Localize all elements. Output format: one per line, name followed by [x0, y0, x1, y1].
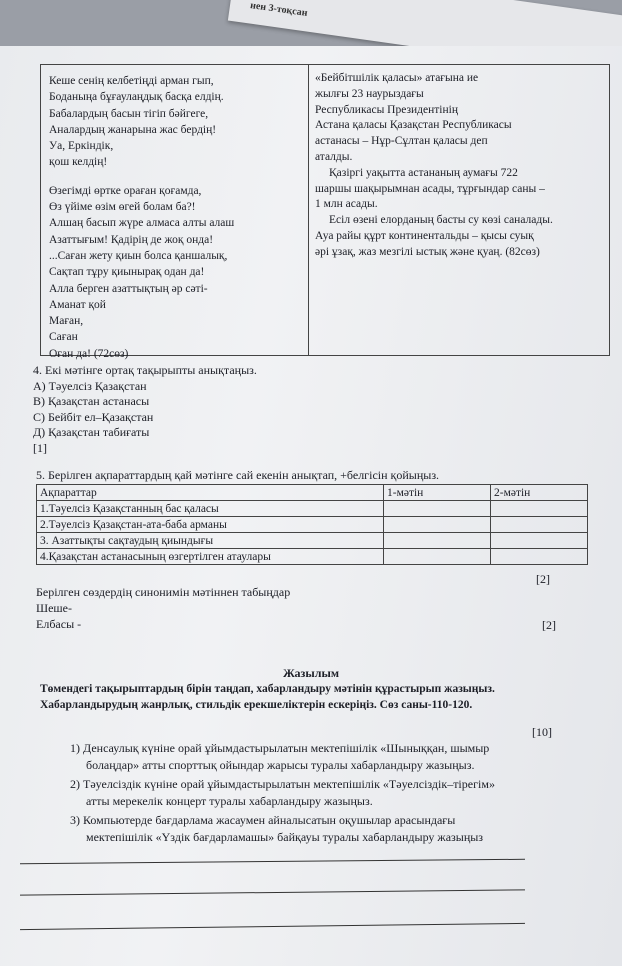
prose-text [315, 71, 605, 261]
writing-task-1: 1) Денсаулық күніне орай ұйымдастырылатын мектепішілік «Шыныққан, шымыр болаңдар» атты спорттық ойындар жарысы туралы хабарландыру жазыңыз. [70, 741, 490, 772]
table-cell: 1.Тәуелсіз Қазақстанның бас қаласы [37, 501, 384, 517]
poem-line: Өз үйіме өзім өгей болам ба?! [49, 201, 196, 214]
poem-line: ...Саған жету қиын болса қаншалық, [49, 249, 228, 262]
poem-line: Оған да! (72сөз) [49, 347, 129, 360]
table-header: 1-мәтін [384, 485, 491, 501]
poem-line: Боданыңа бұғаулаңдық басқа елдің. [49, 91, 224, 104]
question-4 [33, 363, 257, 456]
table-header: 2-мәтін [491, 485, 588, 501]
prose-line: аталды. [315, 150, 353, 163]
prose-line: әрі ұзақ, жаз мезгілі ыстық және қуаң. (82сөз) [315, 245, 540, 258]
poem-line: Алшаң басып жүре алмаса алты алаш [49, 217, 235, 230]
table-cell: 4.Қазақстан астанасының өзгертілген атаулары [37, 549, 384, 565]
prose-line: Ауа райы құрт континентальды – қысы суық [315, 229, 534, 242]
prose-line: Есіл өзені елорданың басты су көзі саналады. [329, 214, 553, 227]
instruction-line: Төмендегі тақырыптардың бірін таңдап, хабарландыру мәтінін құрастырып жазыңыз. [40, 683, 495, 695]
writing-task-3: 3) Компьютерде бағдарлама жасаумен айналысатын оқушылар арасындағы мектепішілік «Үздік бағдарламашы» байқауы туралы хабарландыру жазыңыз [70, 813, 484, 844]
table-row [37, 549, 588, 565]
prose-line: Қазіргі уақытта астананың аумағы 722 [329, 166, 518, 179]
synonyms-title: Берілген сөздердің синонимін мәтіннен табыңдар [36, 585, 291, 599]
writing-section-title: Жазылым [282, 666, 340, 680]
poem-line: Аналардың жанарына жас бердің! [49, 123, 217, 136]
answer-option: В) Қазақстан астанасы [33, 394, 150, 408]
answer-cell[interactable] [384, 533, 491, 549]
poem-line: қош келдің! [49, 156, 108, 169]
poem-line: Маған, [49, 315, 84, 328]
synonym-word: Елбасы - [36, 617, 82, 631]
table-cell: 3. Азаттықты сақтаудың қиындығы [37, 533, 384, 549]
poem-line: Бабалардың басын тігіп бәйгеге, [49, 107, 209, 120]
answer-cell[interactable] [491, 533, 588, 549]
answer-option: А) Тәуелсіз Қазақстан [33, 378, 147, 393]
answer-option: С) Бейбіт ел–Қазақстан [33, 409, 154, 424]
answer-line[interactable] [20, 889, 525, 895]
prose-line: Астана қаласы Қазақстан Республикасы [315, 119, 512, 132]
worksheet-page [0, 46, 622, 966]
answer-option: Д) Қазақстан табиғаты [33, 425, 150, 439]
table-row [37, 533, 588, 549]
poem-text [49, 73, 304, 362]
answer-line[interactable] [20, 923, 525, 930]
table-header: Ақпараттар [37, 485, 384, 501]
poem-line: Азаттығым! Қадірің де жоқ онда! [49, 233, 214, 246]
question-5-table [36, 484, 588, 565]
table-header-row [37, 485, 588, 501]
table-row [37, 517, 588, 533]
writing-task-2: 2) Тәуелсіздік күніне орай ұйымдастырылатын мектепішілік «Тәуелсіздік–тірегім» атты мерекелік концерт туралы хабарландыру жазыңыз. [70, 777, 495, 808]
poem-line: Өзегімді өртке ораған қоғамда, [49, 184, 202, 197]
prose-line: 1 млн асады. [315, 198, 378, 211]
poem-line: Сақтап тұру қиынырақ одан да! [49, 266, 205, 279]
instruction-line: Хабарландырудың жанрлық, стильдік ерекшеліктерін ескеріңіз. Сөз саны-110-120. [40, 698, 473, 711]
answer-line[interactable] [20, 859, 525, 864]
synonym-word: Шеше- [36, 601, 72, 615]
table-cell: 2.Тәуелсіз Қазақстан-ата-баба арманы [37, 517, 384, 533]
answer-cell[interactable] [384, 517, 491, 533]
answer-cell[interactable] [384, 549, 491, 565]
writing-score: [10] [532, 725, 552, 739]
question-4-score: [1] [33, 440, 47, 455]
texts-table [40, 64, 610, 360]
prose-line: шаршы шақырымнан асады, тұрғындар саны – [315, 182, 545, 195]
question-4-title: 4. Екі мәтінге ортақ тақырыпты анықтаңыз. [33, 363, 257, 377]
prose-line: «Бейбітшілік қаласы» атағына ие [315, 72, 479, 84]
poem-line: Алла берген азаттықтың әр сәті- [49, 282, 208, 295]
synonyms-task [36, 584, 290, 632]
question-5-title: 5. Берілген ақпараттардың қай мәтінге сай екенін анықтап, +белгісін қойыңыз. [36, 468, 440, 482]
prose-line: астанасы – Нұр-Сұлтан қаласы деп [315, 135, 488, 148]
poem-line: Саған [49, 331, 78, 344]
prose-line: жылғы 23 наурыздағы [315, 87, 424, 100]
poem-line: Аманат қой [49, 298, 106, 311]
answer-cell[interactable] [384, 501, 491, 517]
question-5-score: [2] [536, 572, 550, 586]
poem-line: Уа, Еркіндік, [49, 140, 114, 153]
answer-cell[interactable] [491, 517, 588, 533]
table-row [37, 501, 588, 517]
prose-line: Республикасы Президентінің [315, 103, 459, 116]
writing-instructions [40, 682, 495, 713]
synonyms-score: [2] [542, 618, 556, 632]
poem-line: Кеше сенің келбетіңді арман гып, [49, 75, 214, 87]
underneath-page-header: нен 3-тоқсан [249, 0, 309, 19]
answer-cell[interactable] [491, 501, 588, 517]
answer-cell[interactable] [491, 549, 588, 565]
